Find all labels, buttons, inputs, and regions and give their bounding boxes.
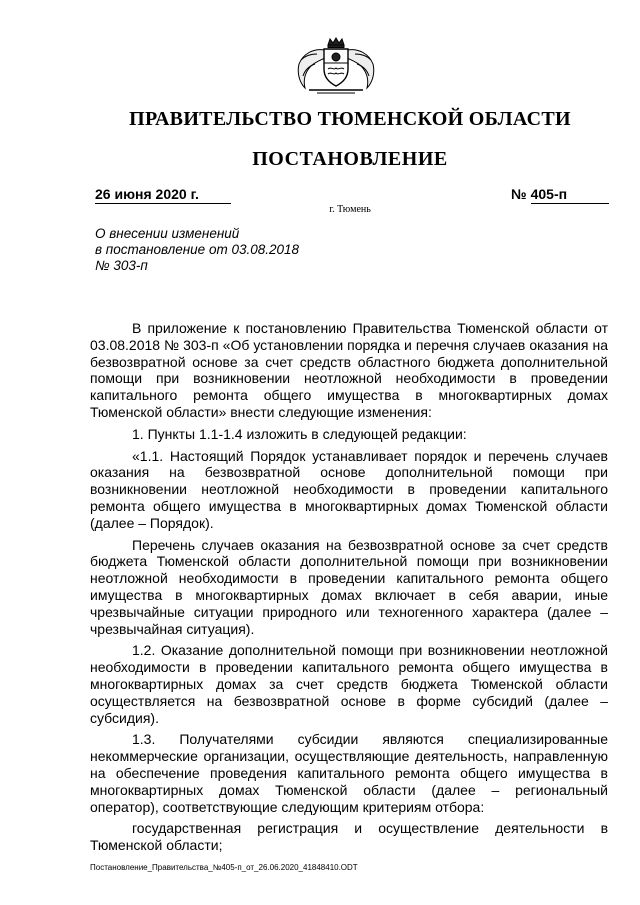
body-paragraph: 1.3. Получателями субсидии являются специализированные некоммерческие организации, осуществляющие деятельность, направленную на обеспечение проведения капитального ремонта общего имущества в многоквартирных домах Тюменской области (далее – региональный оператор), соответствующие следующим критериям отбора: <box>90 731 608 815</box>
body-paragraph: 1.2. Оказание дополнительной помощи при возникновении неотложной необходимости в проведении капитального ремонта общего имущества в многоквартирных домах за счет средств бюджета Тюменской области осуществляется на безвозвратной основе в форме субсидий (далее – субсидия). <box>90 642 608 726</box>
subject-line: № 303-п <box>95 258 148 273</box>
document-number <box>511 186 608 204</box>
body-paragraph: государственная регистрация и осуществление деятельности в Тюменской области; <box>90 820 608 854</box>
subject-line: в постановление от 03.08.2018 <box>95 242 300 257</box>
government-title: ПРАВИТЕЛЬСТВО ТЮМЕНСКОЙ ОБЛАСТИ <box>129 108 571 130</box>
body-paragraph: Перечень случаев оказания на безвозвратной основе за счет средств бюджета Тюменской области дополнительной помощи при возникновении неотложной необходимости в проведении капитального ремонта общего имущества в многоквартирных домах включает в себя аварии, иные чрезвычайные ситуации природного или техногенного характера (далее – чрезвычайная ситуация). <box>90 536 608 637</box>
document-subject <box>95 226 299 274</box>
body-paragraph: 1. Пункты 1.1-1.4 изложить в следующей редакции: <box>132 425 467 442</box>
body-paragraph: В приложение к постановлению Правительства Тюменской области от 03.08.2018 № 303-п «Об установлении порядка и перечня случаев оказания на безвозвратной основе за счет средств областного бюджета дополнительной помощи при возникновении неотложной необходимости в проведении капитального ремонта общего имущества в многоквартирных домах Тюменской области» внести следующие изменения: <box>90 320 608 420</box>
coat-of-arms-icon <box>293 36 379 98</box>
body-paragraph: «1.1. Настоящий Порядок устанавливает порядок и перечень случаев оказания на безвозвратной основе дополнительной помощи при возникновении неотложной необходимости в проведении капитального ремонта общего имущества в многоквартирных домах Тюменской области (далее – Порядок). <box>90 447 608 531</box>
footer-file-name: Постановление_Правительства_№405-п_от_26.06.2020_41848410.ODT <box>90 863 358 872</box>
document-date: 26 июня 2020 г. <box>95 186 231 204</box>
document-body <box>90 320 608 859</box>
number-value: 405-п <box>531 186 609 204</box>
number-sign: № <box>511 186 527 202</box>
subject-line: О внесении изменений <box>95 226 240 241</box>
document-type: ПОСТАНОВЛЕНИЕ <box>252 148 448 170</box>
issue-city: г. Тюмень <box>329 204 371 215</box>
